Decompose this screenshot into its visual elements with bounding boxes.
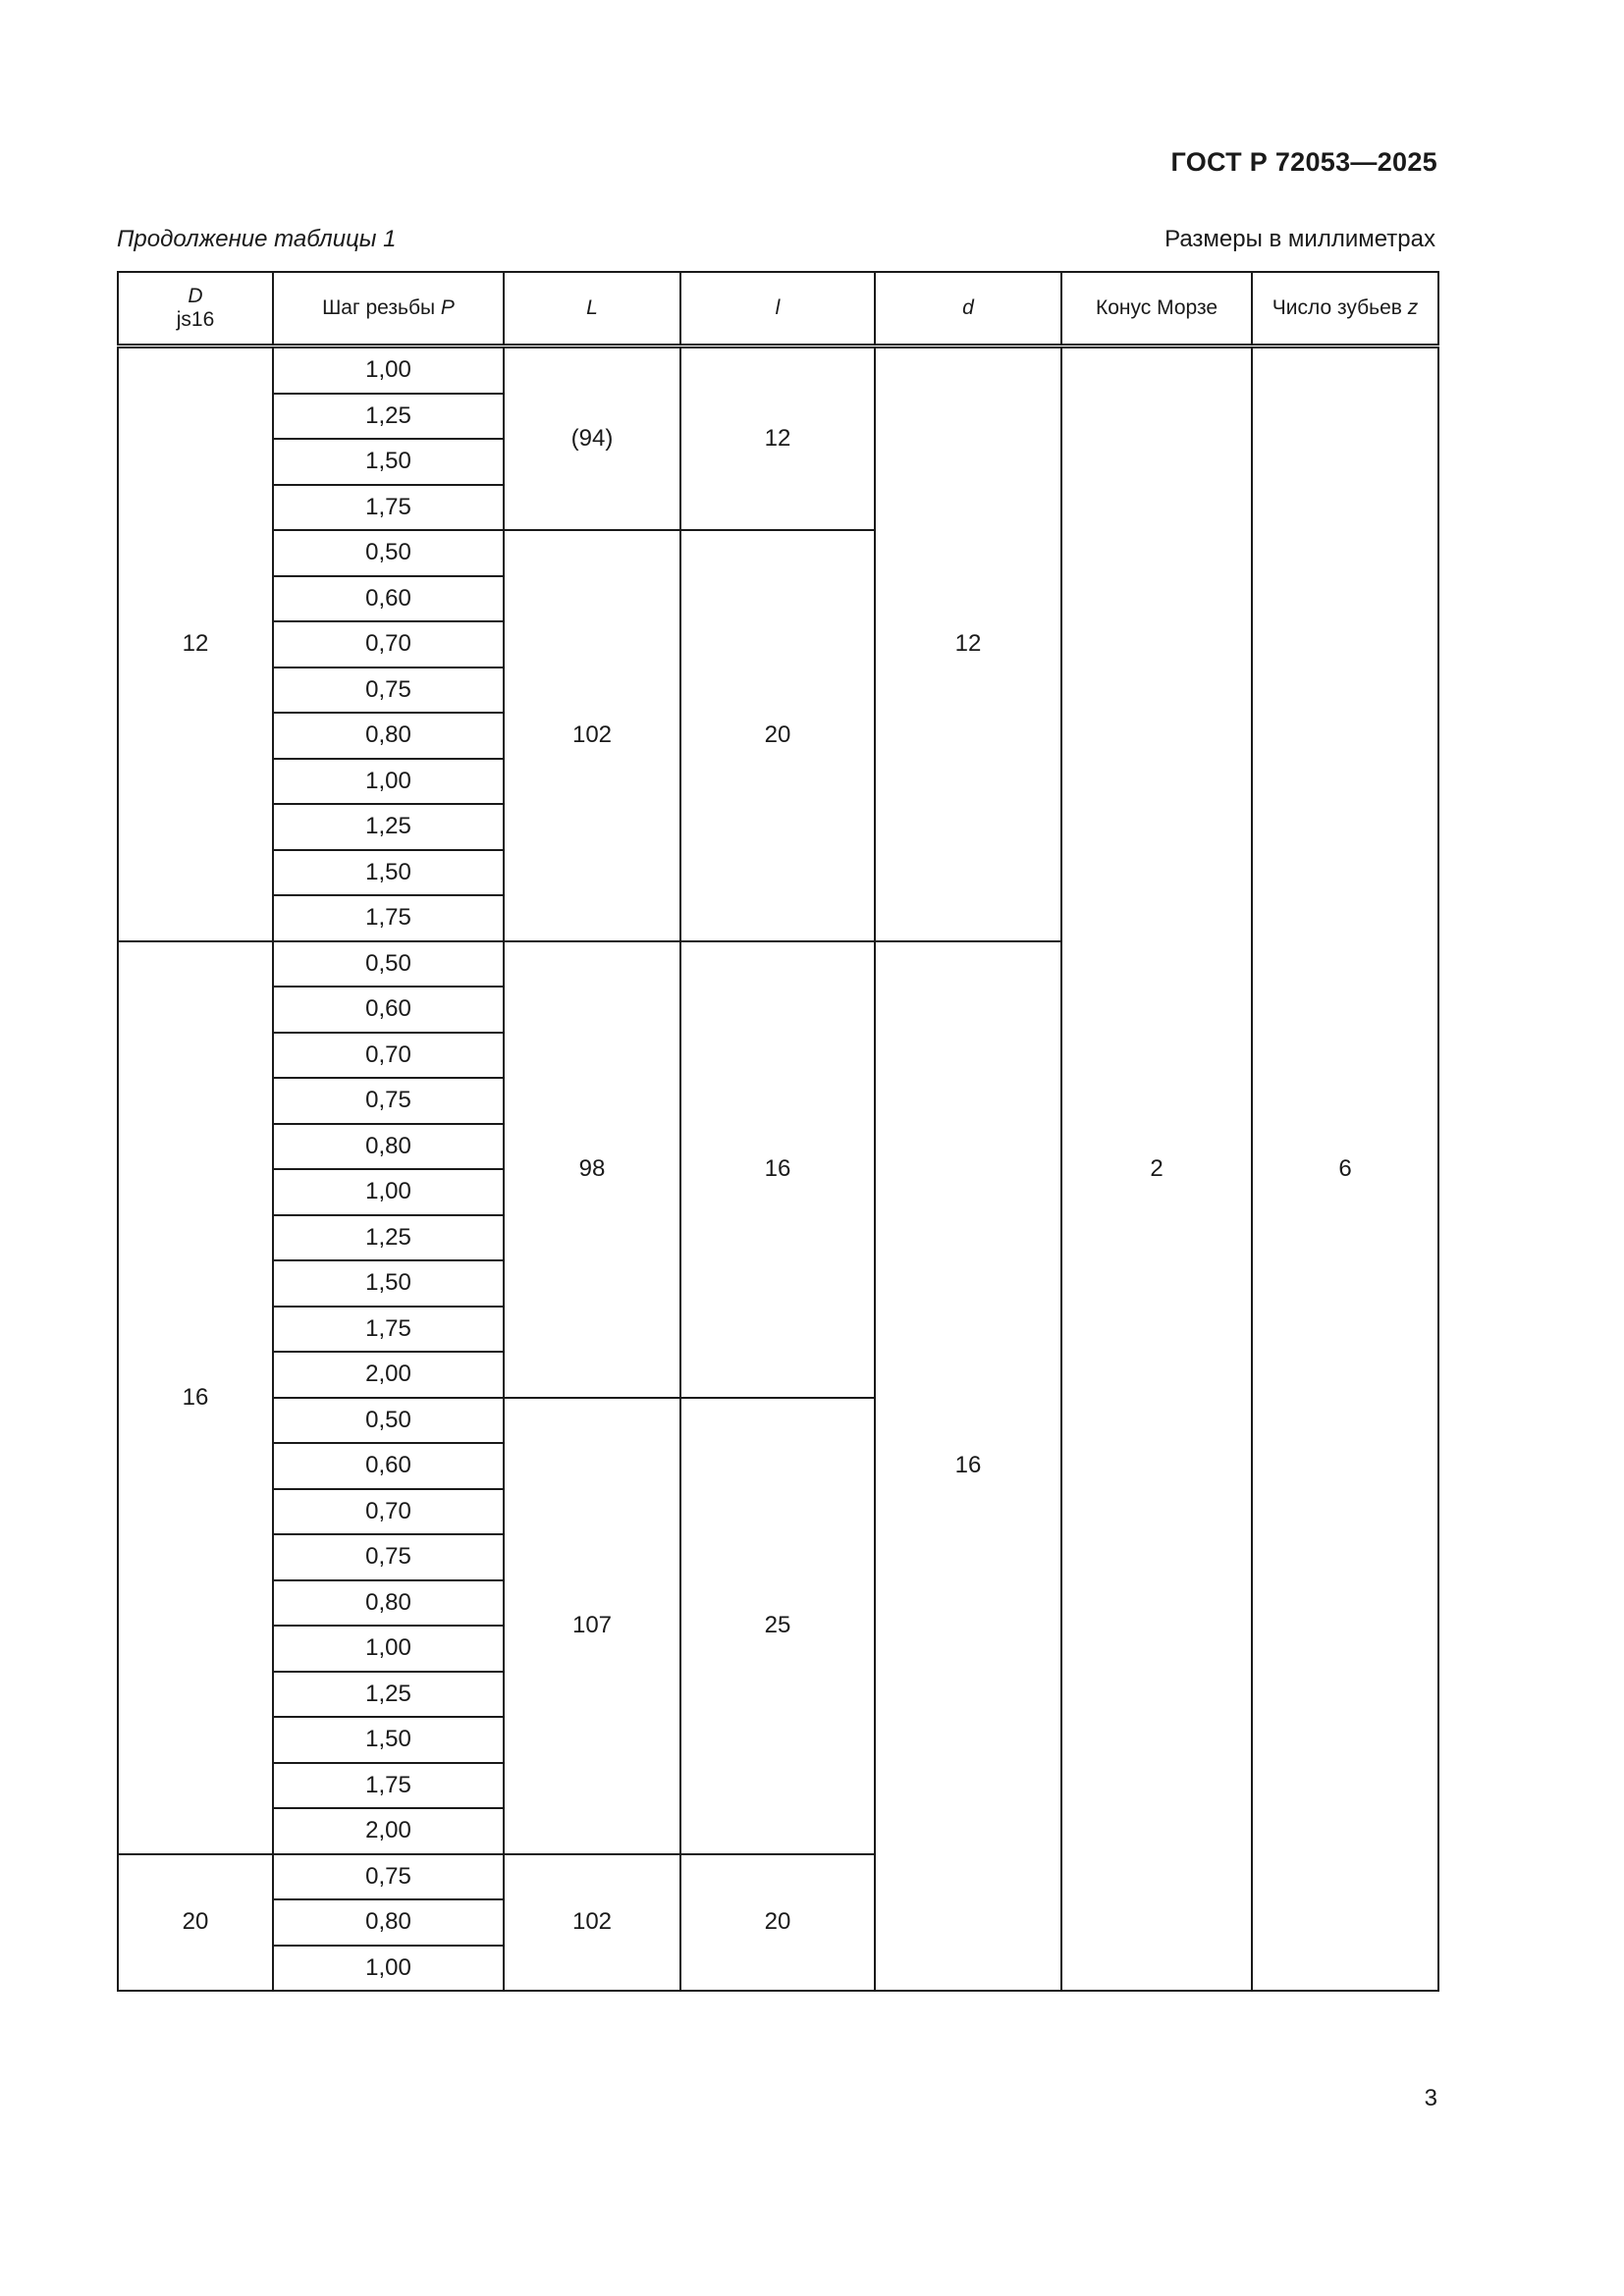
table-continuation-caption: Продолжение таблицы 1 <box>117 226 397 252</box>
cell-L: 102 <box>504 1854 680 1992</box>
cell-pitch: 1,75 <box>273 1763 504 1809</box>
cell-pitch: 0,80 <box>273 1899 504 1946</box>
cell-pitch: 1,25 <box>273 1215 504 1261</box>
cell-l: 12 <box>680 347 875 531</box>
header-teeth-symbol: z <box>1407 296 1419 319</box>
cell-pitch: 0,75 <box>273 1078 504 1124</box>
cell-l: 20 <box>680 530 875 941</box>
page-number: 3 <box>1424 2085 1437 2111</box>
cell-pitch: 1,50 <box>273 439 504 485</box>
cell-pitch: 1,50 <box>273 1260 504 1307</box>
cell-pitch: 0,80 <box>273 1580 504 1627</box>
cell-pitch: 2,00 <box>273 1808 504 1854</box>
cell-pitch: 0,50 <box>273 530 504 576</box>
cell-L: 107 <box>504 1398 680 1854</box>
cell-l: 25 <box>680 1398 875 1854</box>
header-D-symbol: D <box>188 285 203 307</box>
cell-pitch: 0,75 <box>273 667 504 714</box>
cell-pitch: 0,60 <box>273 1443 504 1489</box>
cell-L: 102 <box>504 530 680 941</box>
header-teeth-text: Число зубьев <box>1272 296 1408 319</box>
cell-pitch: 0,50 <box>273 941 504 988</box>
header-pitch-text: Шаг резьбы <box>322 296 441 319</box>
cell-pitch: 2,00 <box>273 1352 504 1398</box>
header-D-tolerance: js16 <box>176 308 215 331</box>
cell-pitch: 1,00 <box>273 1946 504 1992</box>
cell-pitch: 0,75 <box>273 1854 504 1900</box>
cell-L: (94) <box>504 347 680 531</box>
cell-D: 20 <box>118 1854 273 1992</box>
cell-pitch: 1,00 <box>273 1626 504 1672</box>
header-d: d <box>875 272 1061 347</box>
header-D <box>118 272 273 347</box>
cell-pitch: 1,25 <box>273 1672 504 1718</box>
cell-l: 16 <box>680 941 875 1398</box>
cell-D: 12 <box>118 347 273 941</box>
cell-d: 16 <box>875 941 1061 1992</box>
cell-pitch: 1,50 <box>273 1717 504 1763</box>
header-L: L <box>504 272 680 347</box>
cell-morse-taper: 2 <box>1061 347 1252 1992</box>
header-pitch-symbol: P <box>440 296 455 319</box>
cell-pitch: 0,70 <box>273 1033 504 1079</box>
cell-pitch: 0,60 <box>273 987 504 1033</box>
cell-pitch: 1,00 <box>273 347 504 394</box>
table-header-row <box>118 272 1438 347</box>
cell-pitch: 0,75 <box>273 1534 504 1580</box>
cell-l: 20 <box>680 1854 875 1992</box>
cell-pitch: 0,50 <box>273 1398 504 1444</box>
cell-D: 16 <box>118 941 273 1854</box>
cell-pitch: 0,80 <box>273 1124 504 1170</box>
cell-pitch: 1,50 <box>273 850 504 896</box>
cell-pitch: 0,70 <box>273 1489 504 1535</box>
document-code: ГОСТ Р 72053—2025 <box>1170 147 1437 177</box>
cell-teeth: 6 <box>1252 347 1438 1992</box>
cell-pitch: 1,25 <box>273 394 504 440</box>
header-pitch <box>273 272 504 347</box>
cell-pitch: 1,75 <box>273 485 504 531</box>
cell-pitch: 1,25 <box>273 804 504 850</box>
header-l: l <box>680 272 875 347</box>
dimensions-table <box>117 271 1439 1992</box>
table-row <box>118 347 1438 394</box>
header-morse-taper: Конус Морзе <box>1061 272 1252 347</box>
cell-d: 12 <box>875 347 1061 941</box>
cell-pitch: 1,00 <box>273 759 504 805</box>
cell-pitch: 1,75 <box>273 895 504 941</box>
units-caption: Размеры в миллиметрах <box>1164 226 1435 252</box>
header-teeth <box>1252 272 1438 347</box>
cell-pitch: 0,70 <box>273 621 504 667</box>
cell-pitch: 1,00 <box>273 1169 504 1215</box>
cell-pitch: 0,60 <box>273 576 504 622</box>
cell-pitch: 0,80 <box>273 713 504 759</box>
cell-L: 98 <box>504 941 680 1398</box>
cell-pitch: 1,75 <box>273 1307 504 1353</box>
